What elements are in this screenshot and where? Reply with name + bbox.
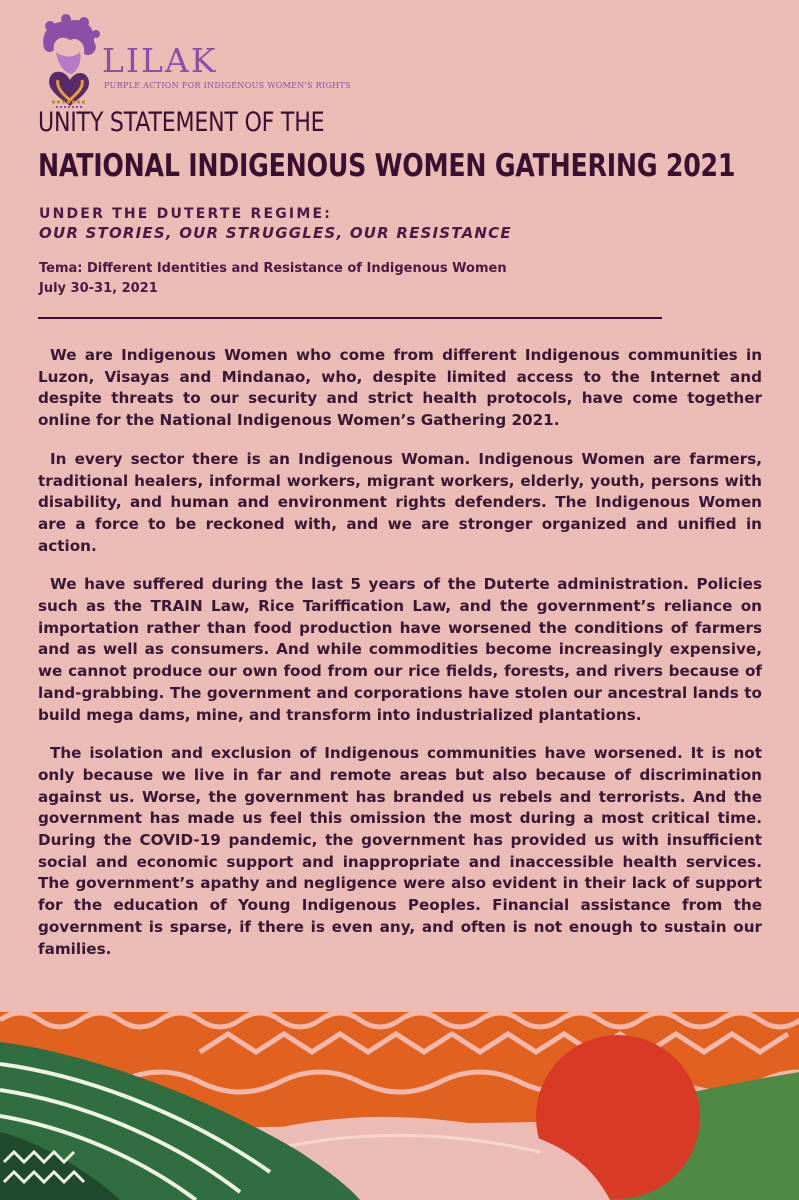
logo-name: LILAK (102, 41, 218, 80)
paragraph-2: In every sector there is an Indigenous Woman. Indigenous Women are farmers, traditional healers, informal workers, migrant workers, elderly, youth, persons with disability, and human and environment rights defenders. The Indigenous Women are a force to be reckoned with, and we are stronger organized and unified in action. (38, 449, 762, 555)
event-date: July 30-31, 2021 (39, 281, 158, 296)
subtitle-line-1: UNDER THE DUTERTE REGIME: (39, 206, 333, 222)
paragraph-3: We have suffered during the last 5 years of the Duterte administration. Policies such as the TRAIN Law, Rice Tariffication Law, and the government’s reliance on importation rather than food production have worsened the conditions of farmers and as well as consumers. And while commodities become increasingly expensive, we cannot produce our own food from our rice fields, forests, and rivers because of land-grabbing. The government and corporations have stolen our ancestral lands to build mega dams, mine, and transform into industrialized plantations. (38, 575, 762, 724)
paragraph-4: The isolation and exclusion of Indigenous communities have worsened. It is not only because we live in far and remote areas but also because of discrimination against us. Worse, the government has branded us rebels and terrorists. And the government has made us feel this omission the most during a most critical time. During the COVID-19 pandemic, the government has provided us with insufficient social and economic support and inappropriate and inaccessible health services. The government’s apathy and negligence were also evident in their lack of support for the education of Young Indigenous Peoples. Financial assistance from the government is sparse, if there is even any, and often is not enough to sustain our families. (38, 744, 762, 958)
title-line-1: UNITY STATEMENT OF THE (38, 107, 325, 138)
paragraph-1: We are Indigenous Women who come from different Indigenous communities in Luzon, Visayas and Mindanao, who, despite limited access to the Internet and despite threats to our security and strict health protocols, have come together online for the National Indigenous Women’s Gathering 2021. (38, 346, 762, 430)
logo-tagline: PURPLE ACTION FOR INDIGENOUS WOMEN'S RIGHTS (104, 81, 351, 90)
divider (38, 317, 662, 319)
lilak-emblem-icon (36, 14, 106, 110)
tema-line: Tema: Different Identities and Resistance of Indigenous Women (39, 261, 507, 276)
title-line-2: NATIONAL INDIGENOUS WOMEN GATHERING 2021 (38, 148, 736, 184)
subtitle-line-2: OUR STORIES, OUR STRUGGLES, OUR RESISTANCE (39, 224, 512, 242)
statement-body (38, 345, 762, 977)
decorative-landscape (0, 1012, 799, 1200)
lilak-logo (36, 14, 351, 110)
